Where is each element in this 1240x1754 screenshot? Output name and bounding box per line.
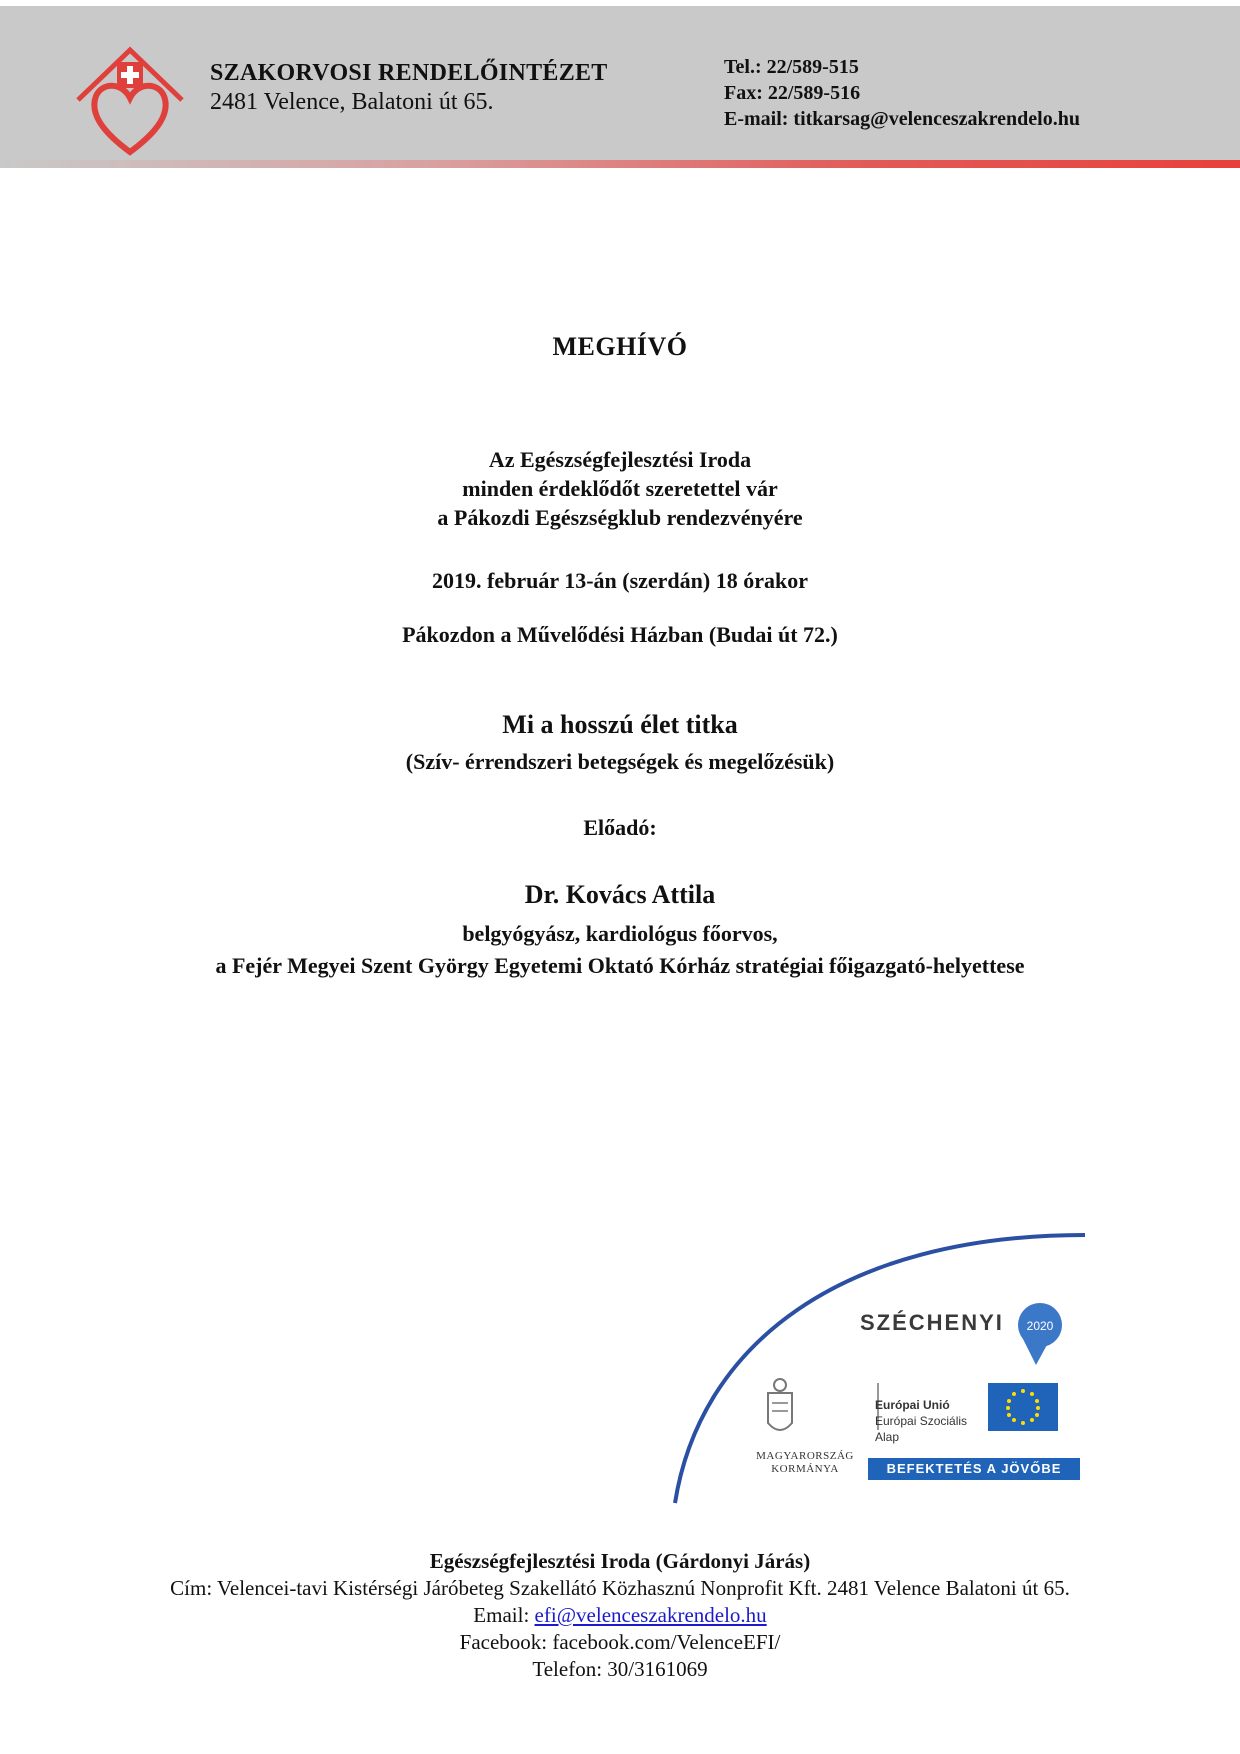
intro-line: a Pákozdi Egészségklub rendezvényére bbox=[437, 505, 803, 530]
footer-email-row bbox=[0, 1602, 1240, 1629]
footer-facebook: Facebook: facebook.com/VelenceEFI/ bbox=[459, 1630, 781, 1654]
footer-phone: Telefon: 30/3161069 bbox=[532, 1657, 708, 1681]
presenter-role-line: a Fejér Megyei Szent György Egyetemi Oktató Kórház stratégiai főigazgató-helyettese bbox=[215, 953, 1025, 978]
government-label-line: KORMÁNYA bbox=[771, 1463, 839, 1475]
event-topic-subtitle: (Szív- érrendszeri betegségek és megelőzésük) bbox=[405, 749, 835, 774]
eu-fund-line: Európai Szociális bbox=[875, 1414, 968, 1428]
eu-fund-line: Alap bbox=[875, 1430, 900, 1444]
phone-number: Tel.: 22/589-515 bbox=[724, 56, 859, 78]
eu-fund-label bbox=[875, 1397, 967, 1445]
invest-in-future-banner: BEFEKTETÉS A JÖVŐBE bbox=[868, 1458, 1080, 1480]
contact-email: E-mail: titkarsag@velenceszakrendelo.hu bbox=[724, 108, 1080, 130]
organization-name: SZAKORVOSI RENDELŐINTÉZET bbox=[210, 60, 608, 86]
footer-address: Cím: Velencei-tavi Kistérségi Járóbeteg Szakellátó Közhasznú Nonprofit Kft. 2481 Velence Balatoni út 65. bbox=[170, 1576, 1070, 1600]
szechenyi-label: SZÉCHENYI bbox=[860, 1310, 1004, 1335]
presenter-role bbox=[0, 918, 1240, 982]
fax-number: Fax: 22/589-516 bbox=[724, 82, 861, 104]
footer-email-link[interactable]: efi@velenceszakrendelo.hu bbox=[534, 1603, 767, 1627]
intro-paragraph bbox=[0, 445, 1240, 532]
footer bbox=[0, 1548, 1240, 1683]
presenter-label: Előadó: bbox=[583, 815, 657, 840]
eu-flag-icon bbox=[988, 1383, 1058, 1431]
intro-line: minden érdeklődőt szeretettel vár bbox=[462, 476, 778, 501]
szechenyi-year: 2020 bbox=[1026, 1319, 1054, 1333]
clinic-heart-house-logo-icon bbox=[70, 40, 190, 160]
organization-address: 2481 Velence, Balatoni út 65. bbox=[210, 89, 494, 115]
event-place: Pákozdon a Művelődési Házban (Budai út 72.) bbox=[402, 622, 838, 647]
contact-block bbox=[724, 54, 1080, 132]
government-label bbox=[740, 1450, 870, 1476]
szechenyi-pin-icon bbox=[1018, 1303, 1062, 1365]
hungarian-coat-of-arms-icon bbox=[768, 1379, 792, 1430]
letterhead-stripe bbox=[0, 160, 1240, 168]
page-title: MEGHÍVÓ bbox=[552, 332, 688, 361]
footer-email-label: Email: bbox=[473, 1603, 535, 1627]
intro-line: Az Egészségfejlesztési Iroda bbox=[488, 447, 752, 472]
government-label-line: MAGYARORSZÁG bbox=[756, 1450, 854, 1462]
event-topic: Mi a hosszú élet titka bbox=[502, 710, 738, 739]
event-date: 2019. február 13-án (szerdán) 18 órakor bbox=[432, 568, 808, 593]
eu-fund-line: Európai Unió bbox=[875, 1398, 950, 1412]
organization-block bbox=[210, 60, 608, 116]
presenter-name: Dr. Kovács Attila bbox=[524, 880, 716, 909]
presenter-role-line: belgyógyász, kardiológus főorvos, bbox=[462, 921, 778, 946]
footer-office: Egészségfejlesztési Iroda (Gárdonyi Járás) bbox=[429, 1549, 811, 1573]
